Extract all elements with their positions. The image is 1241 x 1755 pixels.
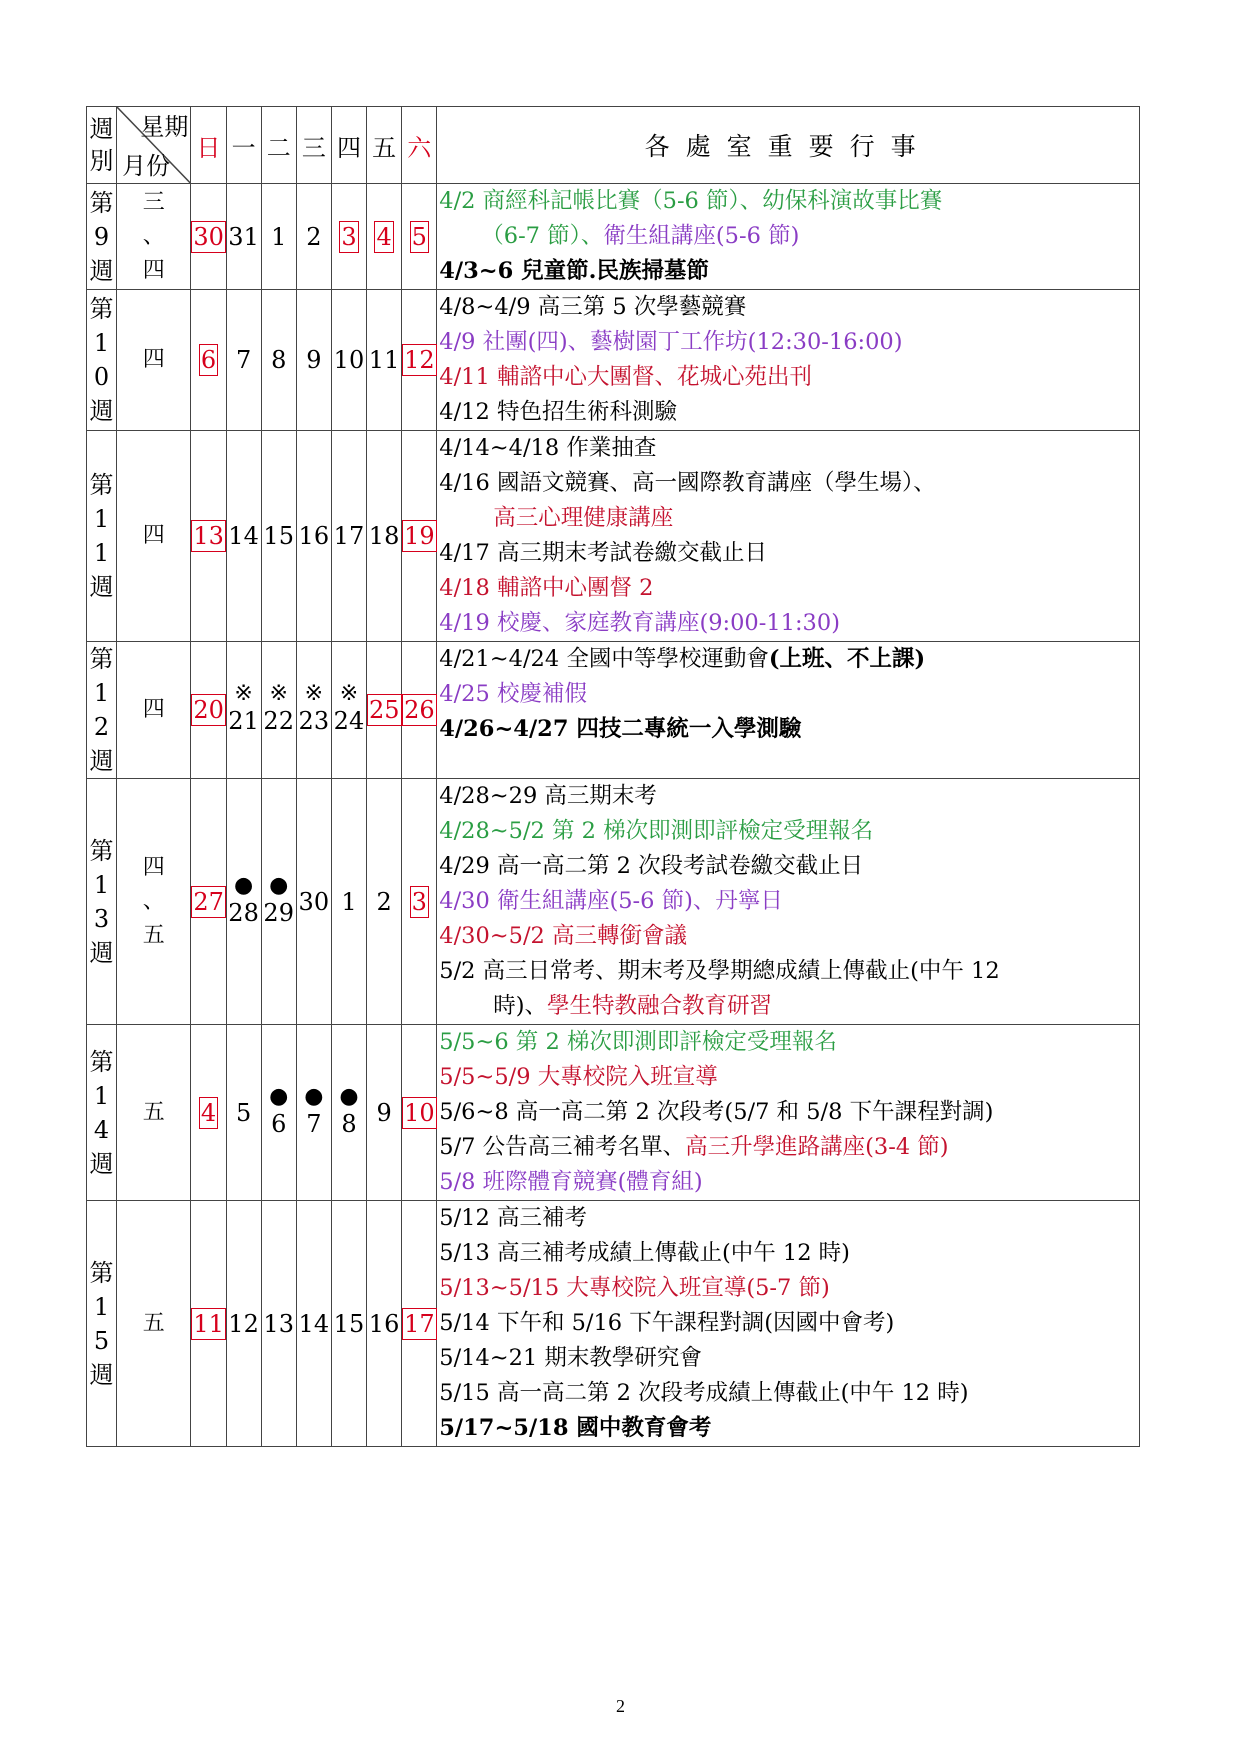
event-text: 4/9 社團(四)、藝樹園丁工作坊(12:30-16:00) — [439, 329, 903, 355]
event-text: 4/19 校慶、家庭教育講座(9:00-11:30) — [439, 610, 840, 636]
month-label-char: 五 — [142, 1099, 165, 1125]
day-cell — [191, 1025, 226, 1201]
event-line — [439, 254, 1139, 289]
day-number: 15 — [333, 1309, 365, 1338]
week-label-char: 3 — [93, 904, 110, 933]
event-line — [439, 919, 1139, 954]
day-marker: ※ — [339, 681, 359, 706]
event-text: 4/3~6 兒童節.民族掃墓節 — [439, 258, 709, 284]
event-text: 4/28~5/2 第 2 梯次即測即評檢定受理報名 — [439, 818, 874, 844]
day-number: 1 — [271, 222, 287, 251]
event-line — [439, 849, 1139, 884]
day-number: 31 — [228, 222, 259, 251]
event-line — [439, 501, 1139, 536]
events-cell — [437, 642, 1140, 779]
event-line — [439, 1060, 1139, 1095]
day-marker: ● — [304, 1083, 324, 1109]
week-row — [87, 1201, 1140, 1447]
event-text: 4/16 國語文競賽、高一國際教育講座（學生場）、 — [439, 470, 936, 496]
event-line — [439, 395, 1139, 430]
event-line — [439, 606, 1139, 641]
event-text: 5/12 高三補考 — [439, 1205, 587, 1231]
day-cell — [331, 184, 366, 290]
month-label-char: 、 — [142, 223, 165, 249]
event-line — [439, 431, 1139, 466]
event-text-tail: 學生特教融合教育研習 — [547, 993, 773, 1019]
day-marker: ※ — [234, 681, 253, 706]
month-label — [117, 431, 191, 642]
week-label-char: 週 — [89, 747, 114, 775]
day-cell — [226, 431, 261, 642]
event-text-tail: 衛生組講座(5-6 節) — [603, 223, 800, 249]
day-number: 10 — [333, 346, 365, 374]
holiday-day-number: 17 — [404, 1309, 435, 1338]
day-number: 13 — [263, 1309, 294, 1338]
day-cell — [402, 779, 437, 1025]
day-number: 12 — [228, 1309, 259, 1338]
day-number: 2 — [306, 222, 322, 251]
event-text: 4/17 高三期末考試卷繳交截止日 — [439, 540, 767, 566]
day-cell — [402, 184, 437, 290]
day-cell — [296, 779, 331, 1025]
event-text: 4/30 衛生組講座(5-6 節)、丹寧日 — [439, 888, 783, 914]
week-label-char: 5 — [93, 1326, 110, 1355]
event-text: 4/29 高一高二第 2 次段考試卷繳交截止日 — [439, 853, 864, 879]
event-text: 4/11 輔諮中心大團督、花城心苑出刊 — [439, 364, 812, 390]
day-marker: ● — [269, 872, 289, 898]
event-text: 高三心理健康講座 — [493, 505, 674, 531]
day-cell — [331, 779, 366, 1025]
day-number: 16 — [298, 522, 330, 550]
event-text-tail: 高三升學進路講座(3-4 節) — [685, 1134, 949, 1160]
week-label-char: 週 — [89, 1360, 114, 1389]
holiday-day-number: 13 — [193, 522, 224, 550]
day-cell — [367, 184, 402, 290]
month-label — [117, 184, 191, 290]
day-cell — [367, 431, 402, 642]
day-number: 23 — [298, 707, 330, 735]
week-row — [87, 184, 1140, 290]
holiday-day-number: 25 — [369, 696, 400, 724]
event-text-tail: (上班、不上課) — [768, 646, 926, 672]
day-cell — [226, 184, 261, 290]
event-line — [439, 989, 1139, 1024]
day-header-tue: 二 — [261, 107, 296, 184]
event-text: 5/7 公告高三補考名單、 — [439, 1134, 686, 1160]
day-number: 24 — [333, 707, 365, 735]
month-label-char: 三 — [142, 189, 165, 215]
day-number: 15 — [263, 522, 294, 550]
holiday-day-number: 12 — [404, 346, 435, 374]
day-cell — [226, 290, 261, 431]
event-line — [439, 1236, 1139, 1271]
day-number: 2 — [376, 887, 392, 916]
day-number: 14 — [228, 522, 259, 550]
holiday-day-number: 26 — [404, 696, 435, 724]
event-text: 4/14~4/18 作業抽查 — [439, 435, 657, 461]
event-text: 5/5~5/9 大專校院入班宣導 — [439, 1064, 718, 1090]
month-label-char: 四 — [142, 347, 165, 372]
day-header-fri: 五 — [367, 107, 402, 184]
week-label-char: 第 — [89, 836, 114, 865]
event-line — [439, 571, 1139, 606]
day-number: 29 — [263, 898, 294, 927]
day-number: 30 — [298, 887, 330, 916]
event-line — [439, 814, 1139, 849]
day-cell — [226, 1201, 261, 1447]
event-line — [439, 1341, 1139, 1376]
day-cell — [331, 290, 366, 431]
day-cell — [367, 1025, 402, 1201]
day-cell — [261, 642, 296, 779]
event-text: 5/2 高三日常考、期末考及學期總成績上傳截止(中午 12 — [439, 958, 1000, 984]
day-cell — [226, 779, 261, 1025]
week-label-char: 第 — [89, 1047, 114, 1076]
holiday-day-number: 3 — [341, 222, 357, 251]
event-line — [439, 466, 1139, 501]
calendar-table — [86, 106, 1140, 1447]
day-number: 9 — [306, 346, 322, 374]
month-label-char: 四 — [142, 697, 165, 722]
day-cell — [331, 431, 366, 642]
month-label-char: 四 — [142, 854, 165, 880]
event-line — [439, 1130, 1139, 1165]
week-label-char: 0 — [93, 363, 110, 391]
holiday-day-number: 30 — [193, 222, 224, 251]
day-number: 8 — [341, 1109, 357, 1138]
day-number: 22 — [263, 707, 294, 735]
day-cell — [261, 1025, 296, 1201]
events-title: 各處室重要行事 — [437, 107, 1140, 184]
weekday-label: 星期 — [140, 113, 189, 141]
week-label-char: 第 — [89, 1258, 114, 1287]
month-label — [117, 642, 191, 779]
month-label-char: 五 — [142, 922, 165, 948]
event-text: 4/26~4/27 四技二專統一入學測驗 — [439, 716, 802, 742]
day-marker: ● — [233, 872, 254, 898]
day-number: 7 — [235, 346, 252, 374]
event-line — [439, 290, 1139, 325]
day-marker: ※ — [269, 681, 288, 706]
day-marker: ※ — [304, 681, 324, 706]
day-header-sat: 六 — [402, 107, 437, 184]
week-label-char: 第 — [89, 645, 114, 673]
corner-header — [117, 107, 191, 184]
week-row — [87, 642, 1140, 779]
event-line — [439, 1201, 1139, 1236]
day-cell — [402, 1025, 437, 1201]
event-text: 5/5~6 第 2 梯次即測即評檢定受理報名 — [439, 1029, 837, 1055]
day-cell — [296, 184, 331, 290]
day-cell — [331, 642, 366, 779]
event-line — [439, 884, 1139, 919]
events-cell — [437, 184, 1140, 290]
event-line — [439, 712, 1139, 747]
month-label — [117, 779, 191, 1025]
month-label — [117, 290, 191, 431]
calendar-body — [87, 184, 1140, 1447]
event-line — [439, 360, 1139, 395]
week-label-char: 週 — [89, 256, 114, 285]
event-text: 5/14 下午和 5/16 下午課程對調(因國中會考) — [439, 1310, 895, 1336]
day-cell — [296, 642, 331, 779]
event-text: （6-7 節）、 — [481, 223, 604, 249]
day-number: 5 — [235, 1098, 252, 1127]
week-label — [87, 779, 117, 1025]
day-cell — [331, 1201, 366, 1447]
event-line — [439, 1376, 1139, 1411]
week-label — [87, 431, 117, 642]
event-line — [439, 1165, 1139, 1200]
day-cell — [226, 642, 261, 779]
events-cell — [437, 290, 1140, 431]
events-cell — [437, 431, 1140, 642]
day-number: 14 — [298, 1309, 330, 1338]
week-row — [87, 290, 1140, 431]
month-label-char: 四 — [142, 257, 165, 283]
holiday-day-number: 4 — [376, 222, 392, 251]
week-label-char: 1 — [93, 1081, 110, 1110]
event-line — [439, 779, 1139, 814]
week-label-char: 1 — [93, 1292, 110, 1321]
day-number: 8 — [271, 346, 287, 374]
day-cell — [402, 290, 437, 431]
week-label-char: 9 — [93, 222, 110, 251]
week-label-char: 1 — [93, 539, 110, 567]
holiday-day-number: 10 — [404, 1098, 435, 1127]
week-label — [87, 1201, 117, 1447]
event-line — [439, 677, 1139, 712]
holiday-day-number: 27 — [193, 887, 224, 916]
events-cell — [437, 1025, 1140, 1201]
week-label-char: 4 — [93, 1115, 110, 1144]
day-number: 16 — [368, 1309, 400, 1338]
holiday-day-number: 5 — [411, 222, 427, 251]
day-cell — [261, 779, 296, 1025]
week-row — [87, 431, 1140, 642]
day-cell — [296, 1201, 331, 1447]
day-cell — [191, 1201, 226, 1447]
day-header-thu: 四 — [331, 107, 366, 184]
week-label — [87, 642, 117, 779]
events-cell — [437, 779, 1140, 1025]
week-label-char: 2 — [93, 713, 110, 741]
day-cell — [367, 779, 402, 1025]
holiday-day-number: 11 — [193, 1309, 224, 1338]
week-label-char: 週 — [89, 1149, 114, 1178]
day-cell — [191, 642, 226, 779]
event-line — [439, 184, 1139, 219]
month-label-char: 四 — [142, 523, 165, 548]
day-header-sun: 日 — [191, 107, 226, 184]
event-text: 4/8~4/9 高三第 5 次學藝競賽 — [439, 294, 747, 320]
event-text: 5/6~8 高一高二第 2 次段考(5/7 和 5/8 下午課程對調) — [439, 1099, 994, 1125]
event-text: 5/13 高三補考成績上傳截止(中午 12 時) — [439, 1240, 850, 1266]
day-cell — [402, 642, 437, 779]
week-label-char: 週 — [89, 397, 114, 425]
event-line — [439, 219, 1139, 254]
event-line — [439, 536, 1139, 571]
day-cell — [261, 1201, 296, 1447]
week-row — [87, 1025, 1140, 1201]
week-label-char: 1 — [93, 679, 110, 707]
week-label-char: 第 — [89, 295, 114, 323]
day-cell — [296, 290, 331, 431]
day-cell — [402, 1201, 437, 1447]
event-line — [439, 1025, 1139, 1060]
week-label-char: 週 — [89, 573, 114, 601]
event-text: 4/21~4/24 全國中等學校運動會 — [439, 646, 769, 672]
week-label-char: 1 — [93, 870, 110, 899]
day-number: 1 — [341, 887, 357, 916]
event-text: 5/15 高一高二第 2 次段考成績上傳截止(中午 12 時) — [439, 1380, 969, 1406]
event-text: 5/17~5/18 國中教育會考 — [439, 1415, 712, 1441]
event-line — [439, 642, 1139, 677]
event-text: 4/18 輔諮中心團督 2 — [439, 575, 654, 601]
event-text: 時)、 — [493, 993, 548, 1019]
event-line — [439, 1306, 1139, 1341]
day-cell — [261, 290, 296, 431]
holiday-day-number: 3 — [411, 887, 427, 916]
week-label-char: 1 — [93, 329, 110, 357]
day-header-mon: 一 — [226, 107, 261, 184]
day-marker: ● — [339, 1083, 359, 1109]
event-line — [439, 1411, 1139, 1446]
day-number: 6 — [271, 1109, 287, 1138]
event-line — [439, 325, 1139, 360]
event-text: 5/8 班際體育競賽(體育組) — [439, 1169, 703, 1195]
month-label-char: 五 — [142, 1310, 165, 1336]
event-text: 5/13~5/15 大專校院入班宣導(5-7 節) — [439, 1275, 830, 1301]
holiday-day-number: 6 — [200, 346, 217, 374]
day-marker: ● — [269, 1083, 289, 1109]
day-cell — [261, 431, 296, 642]
week-row — [87, 779, 1140, 1025]
event-text: 4/28~29 高三期末考 — [439, 783, 657, 809]
day-cell — [226, 1025, 261, 1201]
event-line — [439, 1095, 1139, 1130]
week-header: 週別 — [87, 107, 117, 184]
day-cell — [261, 184, 296, 290]
week-label — [87, 1025, 117, 1201]
holiday-day-number: 20 — [193, 696, 224, 724]
event-line — [439, 1271, 1139, 1306]
day-number: 17 — [333, 522, 365, 550]
day-cell — [367, 290, 402, 431]
month-label — [117, 1201, 191, 1447]
day-cell — [191, 290, 226, 431]
events-cell — [437, 1201, 1140, 1447]
event-text: 4/25 校慶補假 — [439, 681, 587, 707]
month-label — [117, 1025, 191, 1201]
holiday-day-number: 19 — [404, 522, 435, 550]
day-number: 18 — [368, 522, 400, 550]
day-cell — [402, 431, 437, 642]
week-label — [87, 290, 117, 431]
day-number: 21 — [228, 707, 259, 735]
day-number: 28 — [228, 898, 259, 927]
day-cell — [191, 779, 226, 1025]
day-number: 9 — [376, 1098, 392, 1127]
day-number: 11 — [368, 346, 400, 374]
day-cell — [331, 1025, 366, 1201]
month-label: 月份 — [122, 152, 171, 180]
week-label-char: 第 — [89, 471, 114, 499]
week-label-char: 週 — [89, 938, 114, 967]
event-text: 4/2 商經科記帳比賽（5-6 節）、幼保科演故事比賽 — [439, 188, 943, 214]
header-row — [87, 107, 1140, 184]
event-line — [439, 954, 1139, 989]
event-text: 4/30~5/2 高三轉銜會議 — [439, 923, 688, 949]
week-label — [87, 184, 117, 290]
month-label-char: 、 — [142, 888, 165, 914]
day-cell — [191, 184, 226, 290]
day-cell — [367, 642, 402, 779]
week-label-char: 第 — [89, 188, 114, 217]
holiday-day-number: 4 — [200, 1098, 217, 1127]
event-text: 4/12 特色招生術科測驗 — [439, 399, 677, 425]
day-number: 7 — [306, 1109, 322, 1138]
event-text: 5/14~21 期末教學研究會 — [439, 1345, 702, 1371]
day-cell — [367, 1201, 402, 1447]
day-cell — [296, 431, 331, 642]
day-cell — [296, 1025, 331, 1201]
day-cell — [191, 431, 226, 642]
day-header-wed: 三 — [296, 107, 331, 184]
week-label-char: 1 — [93, 505, 110, 533]
page-number: 2 — [616, 1696, 625, 1716]
